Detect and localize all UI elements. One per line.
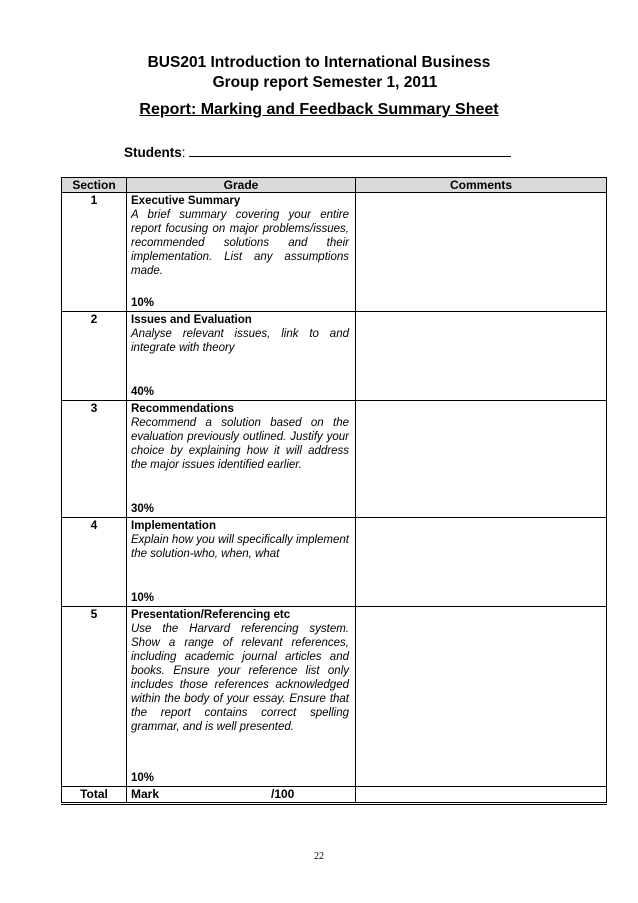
sheet-title: Report: Marking and Feedback Summary Sheet [139,101,499,118]
criterion-description: A brief summary covering your entire report focusing on major problems/issues, recommended solutions and their implementation. List any assumptions made. [131,209,349,277]
criterion-title: Executive Summary [131,195,241,207]
mark-out-of: /100 [271,787,295,801]
total-mark-cell [127,787,356,804]
total-comment-cell[interactable] [356,787,607,804]
grade-cell [127,193,356,312]
report-semester: Group report Semester 1, 2011 [212,74,438,91]
column-header-grade: Grade [127,178,356,193]
comment-cell[interactable] [356,312,607,401]
total-label: Total [62,787,127,804]
section-number: 3 [62,401,127,518]
criterion-weight: 40% [131,386,155,398]
table-row [62,193,607,312]
section-number: 1 [62,193,127,312]
students-label: Students [124,145,182,160]
criterion-title: Issues and Evaluation [131,314,252,326]
page-number: 22 [314,851,324,862]
criterion-title: Presentation/Referencing etc [131,609,291,621]
column-header-section: Section [62,178,127,193]
marking-table [61,177,607,805]
comment-cell[interactable] [356,607,607,787]
grade-cell [127,312,356,401]
table-row [62,312,607,401]
section-number: 4 [62,518,127,607]
students-colon: : [181,145,186,160]
column-header-comments: Comments [356,178,607,193]
section-number: 2 [62,312,127,401]
students-field [124,144,511,160]
grade-cell [127,518,356,607]
mark-label: Mark [131,787,160,801]
table-row [62,401,607,518]
criterion-weight: 10% [131,772,155,784]
course-title: BUS201 Introduction to International Business [147,54,491,71]
criterion-title: Implementation [131,520,216,532]
table-row [62,518,607,607]
criterion-title: Recommendations [131,403,234,415]
section-number: 5 [62,607,127,787]
criterion-description: Analyse relevant issues, link to and integrate with theory [131,328,349,354]
comment-cell[interactable] [356,401,607,518]
criterion-weight: 10% [131,297,155,309]
grade-cell [127,607,356,787]
grade-cell [127,401,356,518]
criterion-weight: 10% [131,592,155,604]
criterion-description: Recommend a solution based on the evaluation previously outlined. Justify your choice by explaining how it will address the major issues identified earlier. [131,417,349,471]
students-blank-line[interactable] [189,144,511,157]
table-header-row [62,178,607,193]
comment-cell[interactable] [356,518,607,607]
table-row [62,607,607,787]
criterion-weight: 30% [131,503,155,515]
criterion-description: Use the Harvard referencing system. Show a range of relevant references, including academic journal articles and books. Ensure your reference list only includes those references acknowledged within the body of your essay. Ensure that the report contains correct spelling grammar, and is well presented. [131,623,349,733]
criterion-description: Explain how you will specifically implement the solution-who, when, what [131,534,349,560]
comment-cell[interactable] [356,193,607,312]
total-row [62,787,607,804]
